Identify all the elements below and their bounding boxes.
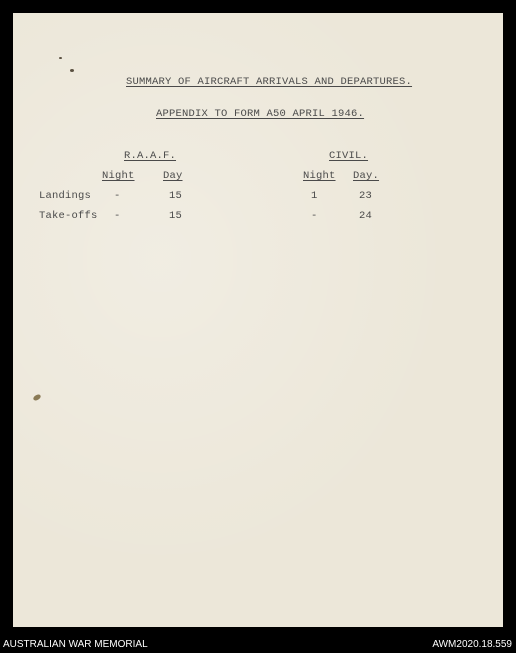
civil-day-header: Day. <box>353 170 380 182</box>
group-label-civil: CIVIL. <box>329 150 369 162</box>
paper-mark <box>32 393 41 401</box>
raaf-night-header: Night <box>102 170 135 182</box>
footer-accession-number: AWM2020.18.559 <box>432 639 512 650</box>
landings-raaf-day: 15 <box>169 190 183 202</box>
paper-mark <box>70 69 74 72</box>
document-subtitle: APPENDIX TO FORM A50 APRIL 1946. <box>156 108 365 120</box>
document-title: SUMMARY OF AIRCRAFT ARRIVALS AND DEPARTURES. <box>126 76 413 88</box>
landings-civil-night: 1 <box>311 190 318 202</box>
takeoffs-raaf-night: - <box>114 210 121 222</box>
landings-civil-day: 23 <box>359 190 373 202</box>
group-label-raaf: R.A.A.F. <box>124 150 177 162</box>
takeoffs-raaf-day: 15 <box>169 210 183 222</box>
document-page <box>13 13 503 627</box>
row-label-landings: Landings <box>39 190 92 202</box>
footer-credit: AUSTRALIAN WAR MEMORIAL <box>3 639 148 650</box>
paper-mark <box>59 57 62 59</box>
raaf-day-header: Day <box>163 170 183 182</box>
landings-raaf-night: - <box>114 190 121 202</box>
civil-night-header: Night <box>303 170 336 182</box>
takeoffs-civil-night: - <box>311 210 318 222</box>
row-label-takeoffs: Take-offs <box>39 210 98 222</box>
takeoffs-civil-day: 24 <box>359 210 373 222</box>
